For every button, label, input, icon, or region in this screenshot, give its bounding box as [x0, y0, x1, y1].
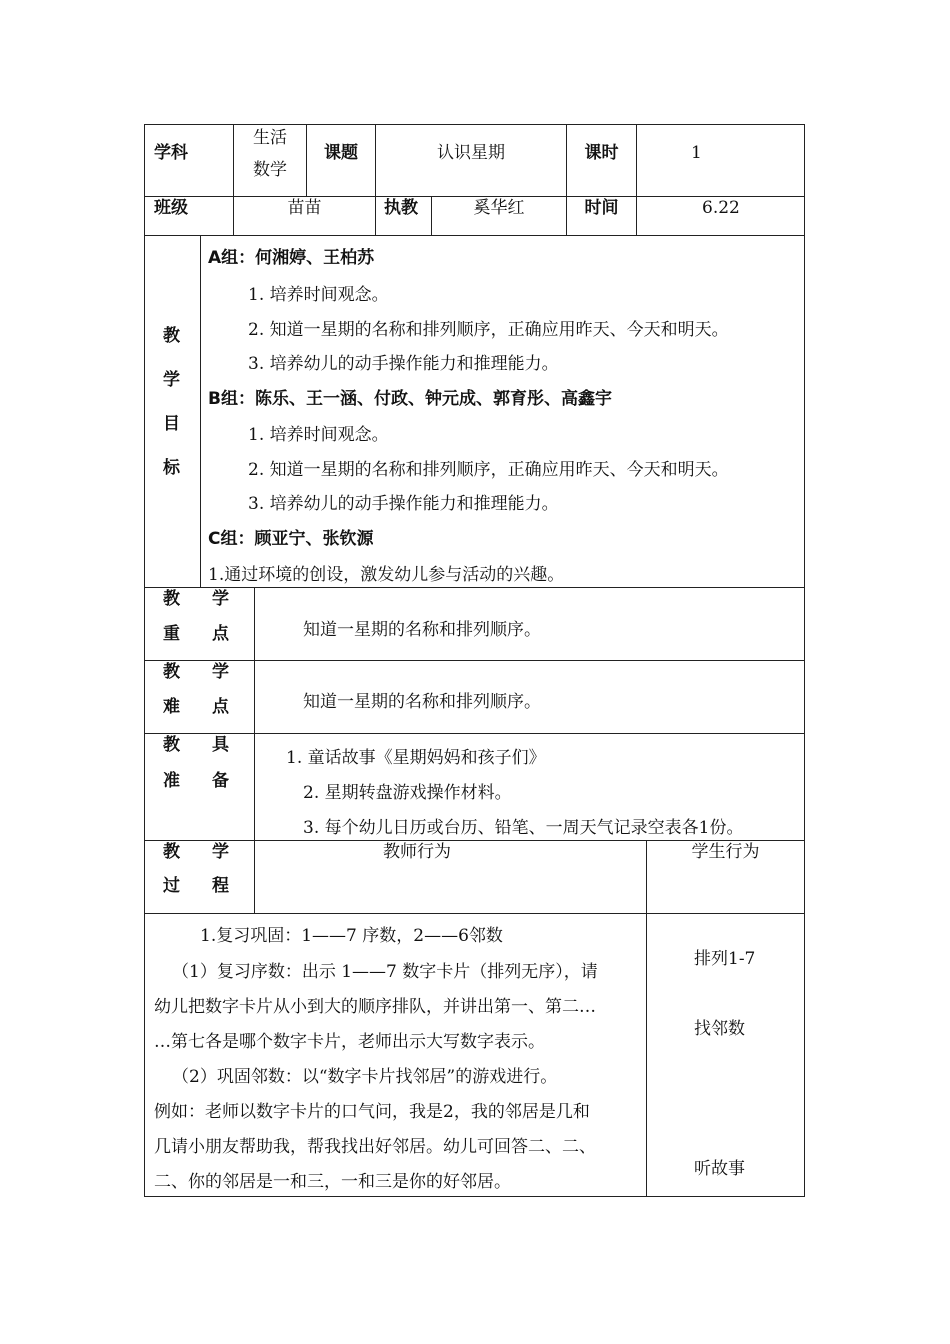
- goals-label-char: 学: [163, 370, 180, 390]
- key-points-label: 点: [212, 624, 229, 644]
- teacher-line: （2）巩固邻数：以“数字卡片找邻居”的游戏进行。: [172, 1067, 558, 1087]
- row-divider: [144, 196, 805, 197]
- col-divider: [646, 840, 647, 1197]
- process-label: 过: [163, 876, 180, 896]
- group-c-title: C组：顾亚宁、张钦源: [208, 529, 374, 549]
- goals-label-char: 教: [163, 326, 180, 346]
- row-divider: [144, 235, 805, 236]
- student-line: 找邻数: [694, 1019, 745, 1039]
- goals-label-char: 标: [163, 458, 180, 478]
- material-item: 3. 每个幼儿日历或台历、铅笔、一周天气记录空表各1份。: [303, 818, 744, 838]
- col-divider: [200, 235, 201, 588]
- materials-label: 准: [163, 771, 180, 791]
- goal-item: 2. 知道一星期的名称和排列顺序，正确应用昨天、今天和明天。: [248, 320, 729, 340]
- student-behavior-header: 学生行为: [691, 842, 760, 862]
- teacher-value: 奚华红: [473, 198, 525, 218]
- material-item: 1. 童话故事《星期妈妈和孩子们》: [286, 748, 546, 768]
- difficult-points-text: 知道一星期的名称和排列顺序。: [303, 692, 541, 712]
- subject-value-line1: 生活: [253, 128, 287, 148]
- col-divider: [636, 124, 637, 236]
- group-a-title: A组：何湘婷、王柏苏: [208, 248, 375, 268]
- table-border-top: [144, 124, 805, 125]
- difficult-points-label: 点: [212, 697, 229, 717]
- process-label: 程: [212, 876, 229, 896]
- teacher-line: 幼儿把数字卡片从小到大的顺序排队，并讲出第一、第二…: [154, 997, 596, 1017]
- materials-label: 教: [163, 735, 180, 755]
- teacher-line: （1）复习序数：出示 1——7 数字卡片（排列无序），请: [172, 962, 598, 982]
- material-item: 2. 星期转盘游戏操作材料。: [303, 783, 512, 803]
- key-points-label: 教: [163, 589, 180, 609]
- periods-value: 1: [691, 143, 702, 163]
- topic-label: 课题: [324, 143, 358, 163]
- table-border-bottom: [144, 1196, 805, 1197]
- student-line: 排列1-7: [694, 949, 756, 969]
- group-b-title: B组：陈乐、王一涵、付政、钟元成、郭育彤、高鑫宇: [208, 389, 612, 409]
- table-border-left: [144, 124, 145, 1197]
- goal-item: 1. 培养时间观念。: [248, 425, 389, 445]
- goal-item: 2. 知道一星期的名称和排列顺序，正确应用昨天、今天和明天。: [248, 460, 729, 480]
- process-label: 学: [212, 842, 229, 862]
- row-divider: [144, 840, 805, 841]
- subject-value-line2: 数学: [253, 160, 287, 180]
- subject-label: 学科: [154, 143, 188, 163]
- periods-label: 课时: [584, 143, 619, 163]
- student-line: 听故事: [694, 1159, 745, 1179]
- teacher-line: 1.复习巩固：1——7 序数，2——6邻数: [200, 926, 503, 946]
- difficult-points-label: 难: [163, 697, 180, 717]
- goals-label-char: 目: [163, 414, 180, 434]
- difficult-points-label: 学: [212, 662, 229, 682]
- materials-label: 备: [212, 771, 229, 791]
- class-value: 苗苗: [287, 198, 322, 218]
- class-label: 班级: [154, 198, 188, 218]
- key-points-label: 学: [212, 589, 229, 609]
- goal-item: 3. 培养幼儿的动手操作能力和推理能力。: [248, 494, 559, 514]
- materials-label: 具: [212, 735, 229, 755]
- teacher-line: 二、你的邻居是一和三，一和三是你的好邻居。: [154, 1172, 511, 1192]
- row-divider: [144, 733, 805, 734]
- teacher-label: 执教: [384, 198, 418, 218]
- key-points-text: 知道一星期的名称和排列顺序。: [303, 620, 541, 640]
- date-label: 时间: [584, 198, 619, 218]
- teacher-line: 例如：老师以数字卡片的口气问，我是2，我的邻居是几和: [154, 1102, 590, 1122]
- topic-value: 认识星期: [437, 143, 505, 163]
- teacher-line: 几请小朋友帮助我，帮我找出好邻居。幼儿可回答二、二、: [154, 1137, 596, 1157]
- teacher-line: …第七各是哪个数字卡片，老师出示大写数字表示。: [154, 1032, 545, 1052]
- col-divider: [375, 124, 376, 236]
- goal-item: 1. 培养时间观念。: [248, 285, 389, 305]
- col-divider: [254, 587, 255, 914]
- difficult-points-label: 教: [163, 662, 180, 682]
- goal-item: 3. 培养幼儿的动手操作能力和推理能力。: [248, 354, 559, 374]
- row-divider: [144, 587, 805, 588]
- row-divider: [144, 660, 805, 661]
- table-border-right: [804, 124, 805, 1197]
- process-label: 教: [163, 842, 180, 862]
- col-divider: [566, 124, 567, 236]
- date-value: 6.22: [702, 198, 740, 218]
- teacher-behavior-header: 教师行为: [383, 842, 451, 862]
- key-points-label: 重: [163, 624, 180, 644]
- goal-item: 1.通过环境的创设，激发幼儿参与活动的兴趣。: [208, 565, 565, 585]
- row-divider: [144, 913, 805, 914]
